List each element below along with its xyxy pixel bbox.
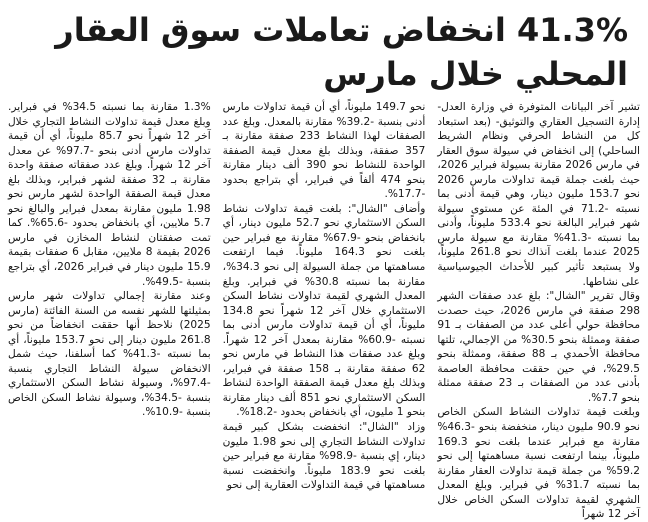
column-left <box>8 100 211 513</box>
paragraph: وبلغت قيمة تداولات النشاط السكن الخاص نحو 90.9 مليون دينار، منخفضة بنحو -46.3% مقارنة مع فبراير عندما بلغت نحو 169.3 مليوناً، بينما ارتفعت نسبة مساهمتها إلى نحو 59.2% من جملة قيمة تداولات العقار مقارنة بما نسبته 31.7% في فبراير. وبلغ المعدل الشهري لقيمة تداولات السكن الخاص خلال آخر 12 شهراً <box>437 406 640 521</box>
column-middle <box>223 100 426 513</box>
paragraph: وأضاف "الشال": بلغت قيمة تداولات نشاط السكن الاستثماري نحو 52.7 مليون دينار، أي بانخفاض بنحو -67.9% مقارنة مع فبراير حين بلغت نحو 164.3 مليوناً. فيما ارتفعت مساهمتها من جملة السيولة إلى نحو 34.3%، مقارنة بما نسبته 30.8% في فبراير. وبلغ المعدل الشهري لقيمة تداولات نشاط السكن الاستثماري خلال آخر 12 شهراً نحو 134.8 مليوناً، أي أن قيمة تداولات مارس أدنى بما نسبته -60.9% مقارنة بمعدل آخر 12 شهراً. وبلغ عدد صفقات هذا النشاط في مارس نحو 62 صفقة مقارنة بـ 158 صفقة في فبراير، وبذلك بلغ معدل قيمة الصفقة الواحدة لنشاط السكن الاستثماري نحو 851 ألف دينار مقارنة بنحو 1 مليون، أي بانخفاض بحدود -18.2%. <box>222 202 426 419</box>
article-body <box>7 100 641 521</box>
paragraph: 1.3% مقارنة بما نسبته 34.5% في فبراير. وبلغ معدل قيمة تداولات النشاط التجاري خلال آخر 12 شهراً نحو 85.7 مليوناً، أي أن قيمة تداولات مارس أدنى بنحو -97.7% عن معدل آخر 12 شهراً. وبلغ عدد صفقاته صفقة واحدة مقارنة بـ 32 صفقة لشهر فبراير، وبذلك بلغ معدل قيمة الصفقة الواحدة لشهر مارس نحو 1.98 مليون مقارنة بمعدل فبراير والبالغ نحو 5.7 ملايين، أي بانخفاض بحدود -65.6%. كما تمت صفقتان لنشاط المخازن في مارس 2026 بقيمة 8 ملايين، مقابل 6 صفقات بقيمة 15.9 مليون دينار في فبراير 2026، أي بتراجع بنسبة -49.5%. <box>7 101 211 288</box>
paragraph: تشير آخر البيانات المتوفرة في وزارة العدل- إدارة التسجيل العقاري والتوثيق- (بعد استبعاد كل من النشاط الحرفي ونظام الشريط الساحلي) إلى انخفاض في سيولة سوق العقار في مارس 2026 مقارنة بسيولة فبراير 2026، حيث بلغت جملة قيمة تداولات مارس 2026 نحو 153.7 مليون دينار، وهي قيمة أدنى بما نسبته -71.2 في المئة عن مستوى سيولة شهر فبراير البالغة نحو 533.4 مليوناً، وأدنى بما نسبته -41.3% مقارنة مع سيولة مارس 2025 عندما بلغت آنذاك نحو 261.8 مليوناً، ولا يستبعد تأثير كبير للأحداث الجيوسياسية على نشاطها. <box>437 101 640 288</box>
article-headline <box>14 6 628 98</box>
headline-line-2: المحلي خلال مارس <box>323 55 628 93</box>
column-right <box>437 100 641 521</box>
paragraph: نحو 149.7 مليوناً، أي أن قيمة تداولات مارس أدنى بنسبة -39.2% مقارنة بالمعدل. وبلغ عدد الصفقات لهذا النشاط 233 صفقة مقارنة بـ 357 صفقة، وبذلك بلغ معدل قيمة الصفقة الواحدة للنشاط نحو 390 ألف دينار مقارنة بنحو 474 ألفاً في فبراير، أي بتراجع بحدود -17.7%. <box>222 101 426 201</box>
headline-line-1: 41.3% انخفاض تعاملات سوق العقار <box>55 11 628 49</box>
paragraph: وقال تقرير "الشال": بلغ عدد صفقات الشهر 298 صفقة في مارس 2026، حيث حصدت محافظة حولي أعلى عدد من الصفقات بـ 91 صفقة وممثلة بنحو 30.5% من الإجمالي، تلتها محافظة الأحمدي بـ 88 صفقة، وممثلة بنحو 29.5%، في حين حققت محافظة العاصمة بأدنى عدد من الصفقات بـ 23 صفقة ممثلة بنحو 7.7%. <box>437 290 641 404</box>
paragraph: وعند مقارنة إجمالي تداولات شهر مارس بمثيلتها للشهر نفسه من السنة الفائتة (مارس 2025) نلاحظ أنها حققت انخفاضاً من نحو 261.8 مليون دينار إلى نحو 153.7 مليوناً، أي بما نسبته -41.3% كما أسلفنا، حيث شمل الانخفاض سيولة النشاط التجاري بنسبة -97.4%، وسيولة نشاط السكن الاستثماري بنسبة -34.5%، وسيولة نشاط السكن الخاص بنسبة -10.9%. <box>7 290 211 419</box>
paragraph: وزاد "الشال": انخفضت بشكل كبير قيمة تداولات النشاط التجاري إلى نحو 1.98 مليون دينار، إي بنسبة -98.9% مقارنة مع فبراير حين بلغت نحو 183.9 مليوناً. وانخفضت نسبة مساهمتها في قيمة التداولات العقارية إلى نحو <box>222 421 426 492</box>
